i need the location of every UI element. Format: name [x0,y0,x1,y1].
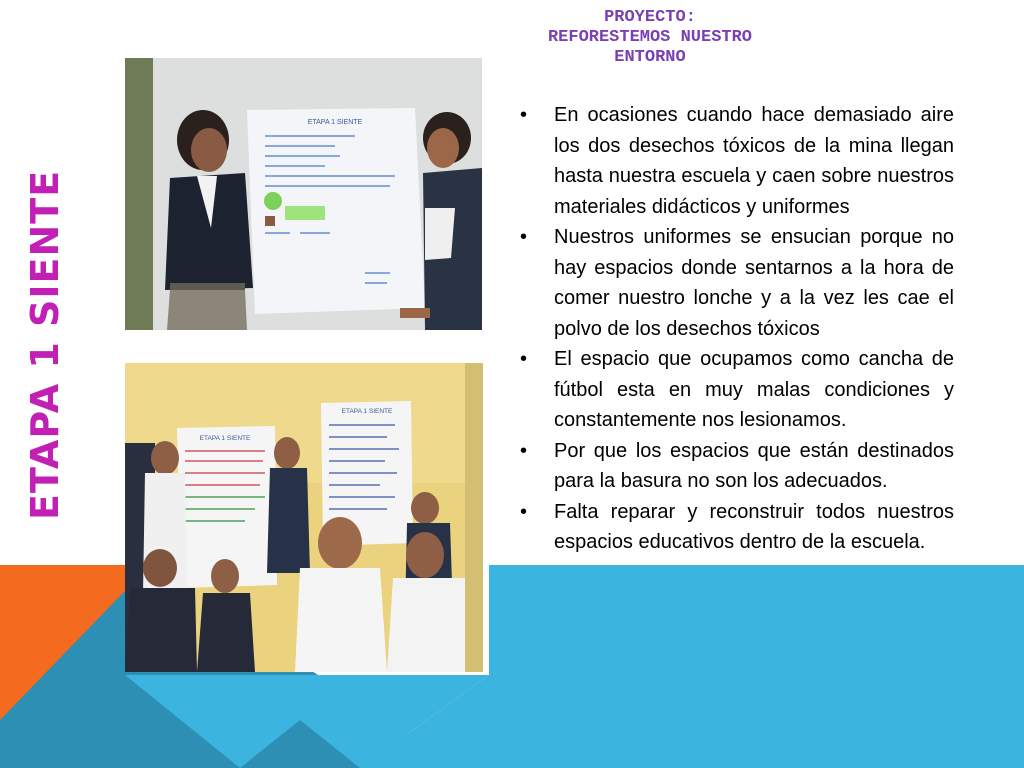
bullet-item [516,344,954,436]
bullet-text: En ocasiones cuando hace demasiado aire los dos desechos tóxicos de la mina llegan hasta nuestra escuela y caen sobre nuestros materiales didácticos y uniformes [554,104,954,218]
bullet-dot: • [520,226,528,248]
bullet-dot: • [520,104,528,126]
bullet-dot: • [520,348,528,370]
bullet-list [516,100,954,558]
bullet-text: Por que los espacios que están destinados para la basura no son los adecuados. [554,439,954,492]
project-header [520,8,780,68]
header-line-2: REFORESTEMOS NUESTRO ENTORNO [547,28,753,67]
bullet-item [516,100,954,222]
poster-1-title [308,119,363,126]
bullet-text: Falta reparar y reconstruir todos nuestros espacios educativos dentro de la escuela. [554,500,954,553]
photo-group-with-posters [125,363,483,672]
bullet-text: Nuestros uniformes se ensucian porque no hay espacios donde sentarnos a la hora de comer nuestro lonche y a la vez les cae el polvo de los desechos tóxicos [554,226,954,340]
bullet-text: El espacio que ocupamos como cancha de fútbol esta en muy malas condiciones y constantemente nos lesionamos. [554,348,954,431]
bullet-item [516,222,954,344]
side-title: ETAPA 1 SIENTE [23,169,67,520]
poster-3-title [342,408,393,415]
bullet-dot: • [520,500,528,523]
svg-text:ETAPA 1 SIENTE: ETAPA 1 SIENTE [341,408,393,415]
svg-text:ETAPA 1 SIENTE: ETAPA 1 SIENTE [199,435,251,442]
bullet-item [516,497,954,558]
svg-text:ETAPA 1 SIENTE: ETAPA 1 SIENTE [307,119,363,126]
poster-2-title [200,435,251,442]
bullet-item [516,436,954,497]
header-line-1: PROYECTO: [604,8,696,27]
photo-students-holding-poster [125,58,482,330]
bullet-dot: • [520,439,528,462]
